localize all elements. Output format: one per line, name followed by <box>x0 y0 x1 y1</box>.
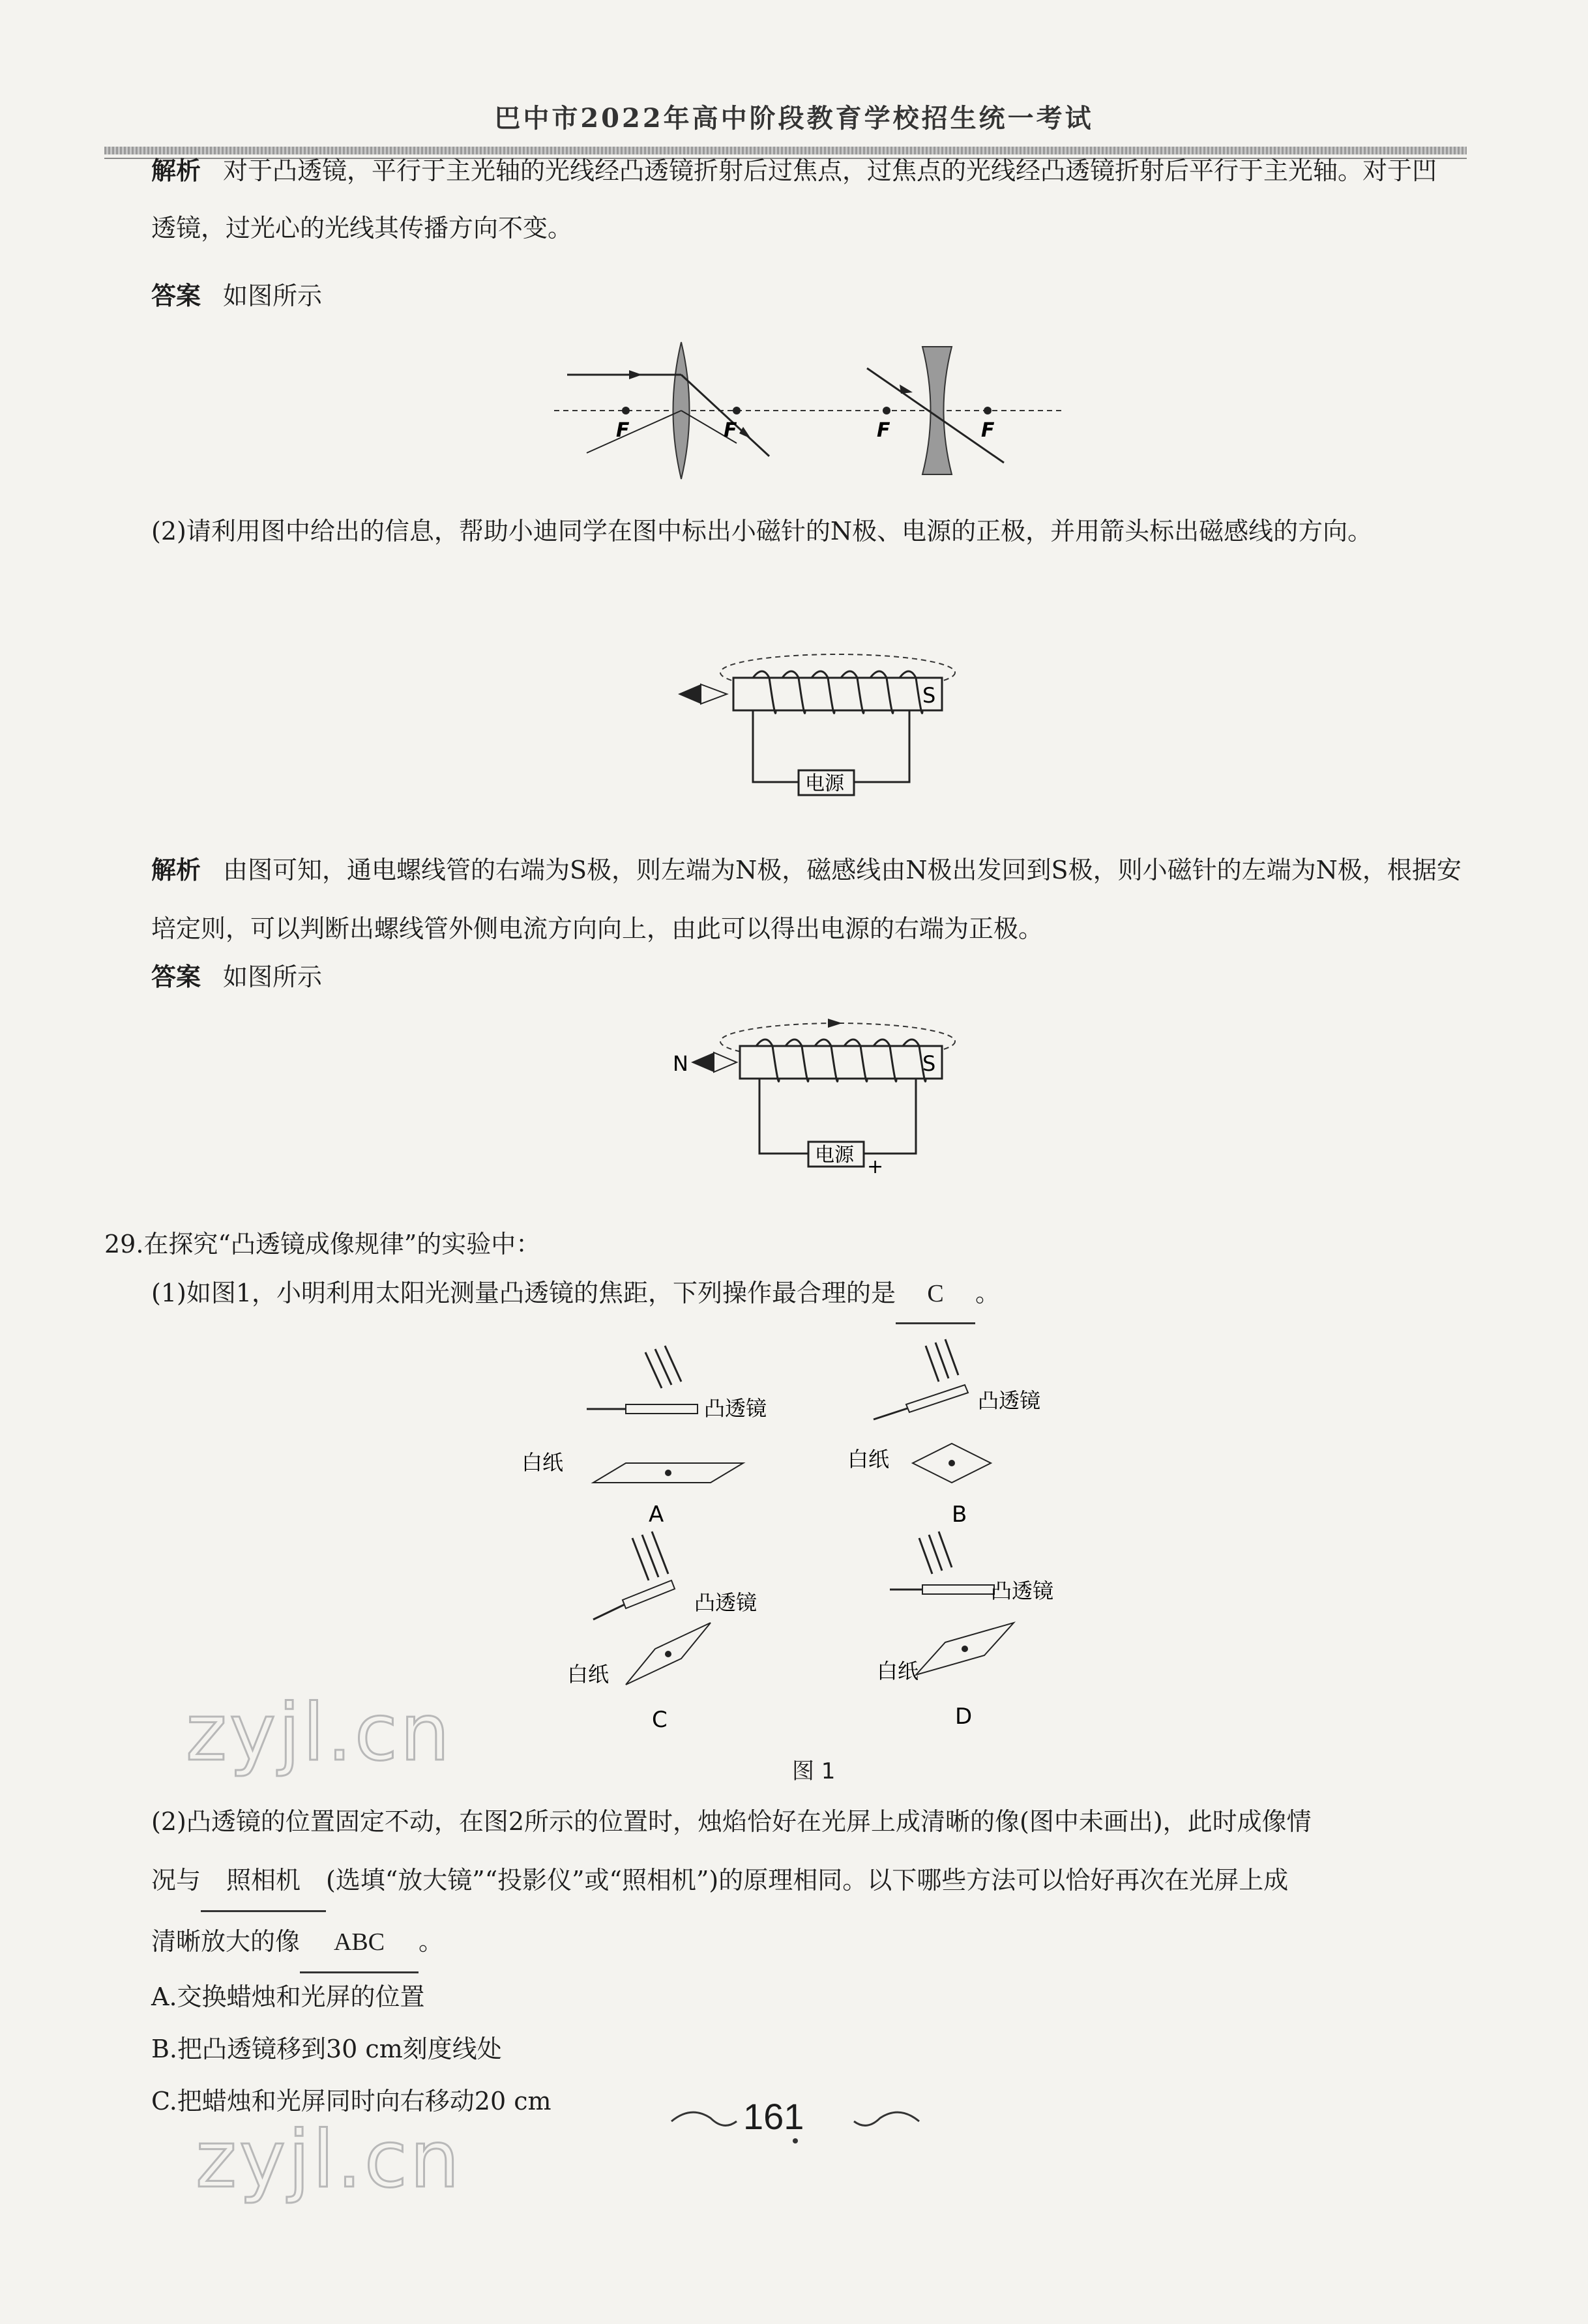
compass-needle-icon <box>691 1053 714 1072</box>
positive-terminal-label: + <box>867 1155 884 1178</box>
figure-1-lens-setups <box>522 1343 1069 1766</box>
question-line-3 <box>151 1912 1462 1973</box>
paper-label: 白纸 <box>847 1447 890 1472</box>
answer-blank: C <box>896 1265 975 1324</box>
analysis-block-1 <box>151 142 1462 257</box>
analysis-text: 对于凸透镜，平行于主光轴的光线经凸透镜折射后过焦点，过焦点的光线经凸透镜折射后平行于主光轴。对于凹透镜，过光心的光线其传播方向不变。 <box>151 156 1437 242</box>
analysis-label: 解析 <box>151 856 201 884</box>
focus-label: F <box>616 419 630 442</box>
focus-label: F <box>981 419 995 442</box>
question-text: (1)如图1，小明利用太阳光测量凸透镜的焦距，下列操作最合理的是 <box>151 1279 896 1307</box>
answer-text: 如图所示 <box>223 282 323 310</box>
question-29-part-1 <box>151 1264 1462 1324</box>
answer-blank: 照相机 <box>201 1852 326 1912</box>
choice-b: B.把凸透镜移到30 cm刻度线处 <box>151 2035 502 2063</box>
question-text: (2)凸透镜的位置固定不动，在图2所示的位置时，烛焰恰好在光屏上成清晰的像(图中未画出)，此时成像情 <box>151 1807 1312 1836</box>
lens-label: 凸透镜 <box>704 1396 767 1421</box>
watermark: zyjl.cn <box>186 1688 452 1779</box>
watermark: zyjl.cn <box>196 2115 462 2205</box>
option-label: C <box>652 1707 668 1733</box>
option-c-setup <box>567 1532 757 1733</box>
lens-label: 凸透镜 <box>694 1590 757 1615</box>
question-line-2 <box>151 1851 1462 1912</box>
answer-block-1 <box>151 267 1462 325</box>
focus-label: F <box>724 419 737 442</box>
paper-label: 白纸 <box>522 1450 564 1475</box>
analysis-block-2 <box>151 841 1462 958</box>
page-header-title: 巴中市2022年高中阶段教育学校招生统一考试 <box>494 103 1094 134</box>
question-text: 。 <box>975 1279 1001 1307</box>
lens-label: 凸透镜 <box>991 1578 1054 1603</box>
pole-s-label: S <box>922 1051 936 1076</box>
paper-label: 白纸 <box>877 1659 919 1683</box>
compass-needle-icon <box>678 684 701 704</box>
analysis-label: 解析 <box>151 156 201 185</box>
analysis-text: 由图可知，通电螺线管的右端为S极，则左端为N极，磁感线由N极出发回到S极，则小磁针的左端为N极，根据安培定则，可以判断出螺线管外侧电流方向向上，由此可以得出电源的右端为正极。 <box>151 856 1462 943</box>
option-label: D <box>955 1704 973 1730</box>
power-supply-label: 电源 <box>805 772 844 795</box>
question-28-part-2: (2)请利用图中给出的信息，帮助小迪同学在图中标出小磁针的N极、电源的正极，并用箭头标出磁感线的方向。 <box>151 517 1373 545</box>
power-supply-label: 电源 <box>815 1144 854 1167</box>
pole-n-label: N <box>673 1051 688 1076</box>
lens-label: 凸透镜 <box>978 1388 1041 1413</box>
answer-text: 如图所示 <box>223 963 323 991</box>
answer-label: 答案 <box>151 282 201 310</box>
pole-s-label: S <box>922 683 936 708</box>
focus-label: F <box>877 419 890 442</box>
choice-c: C.把蜡烛和光屏同时向右移动20 cm <box>151 2087 551 2115</box>
answer-label: 答案 <box>151 963 201 991</box>
question-29-stem: 29.在探究“凸透镜成像规律”的实验中： <box>104 1230 541 1258</box>
answer-block-2 <box>151 948 1462 1006</box>
solenoid-answer-diagram <box>665 1017 965 1186</box>
answer-blank: ABC <box>300 1913 419 1973</box>
option-label: A <box>649 1502 664 1528</box>
field-direction-arrow <box>828 1019 842 1028</box>
question-text: 。 <box>419 1927 444 1956</box>
option-label: B <box>952 1502 967 1528</box>
lens-ray-diagram <box>548 339 1069 482</box>
option-d-setup <box>877 1532 1053 1730</box>
solenoid-diagram <box>671 652 945 815</box>
question-text: (选填“放大镜”“投影仪”或“照相机”)的原理相同。以下哪些方法可以恰好再次在光屏上成 <box>326 1866 1289 1895</box>
page-number: 161 <box>743 2096 804 2137</box>
option-a-setup <box>522 1346 767 1528</box>
choice-a: A.交换蜡烛和光屏的位置 <box>151 1983 425 2011</box>
question-29-part-2 <box>151 1792 1462 1973</box>
paper-label: 白纸 <box>567 1662 610 1687</box>
question-text: 况与 <box>151 1866 201 1895</box>
option-b-setup <box>847 1339 1040 1528</box>
figure-1-caption: 图 1 <box>792 1758 836 1784</box>
question-text: 清晰放大的像 <box>151 1927 301 1956</box>
